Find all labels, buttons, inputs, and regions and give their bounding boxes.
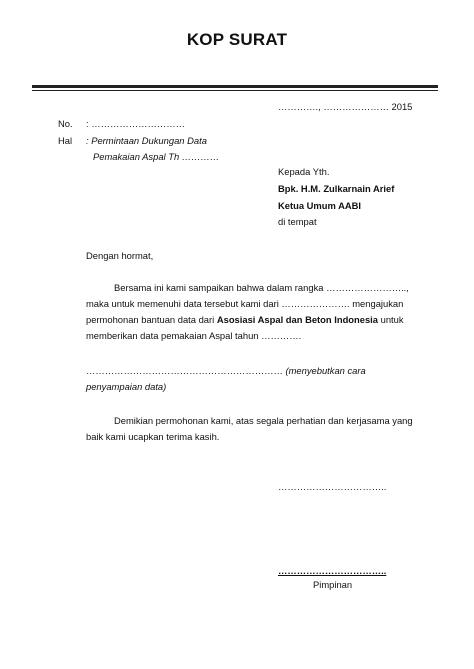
number-label: No. [58, 118, 73, 129]
subject-line-2: Pemakaian Aspal Th ………… [93, 151, 220, 162]
signatory-name-placeholder: …………………………….. [278, 565, 387, 576]
organization-name: Asosiasi Aspal dan Beton Indonesia [216, 314, 378, 325]
closing-text: Demikian permohonan kami, atas segala perhatian dan kerjasama yang baik kami ucapkan terima kasih. [86, 415, 413, 442]
recipient-place: di tempat [278, 216, 317, 227]
body2-note: (menyebutkan cara penyampaian data) [86, 365, 366, 392]
letterhead-title: KOP SURAT [186, 30, 288, 49]
subject-line-1: : Permintaan Dukungan Data [86, 135, 207, 146]
greeting: Dengan hormat, [86, 250, 154, 261]
number-value: : ………………………… [86, 118, 185, 129]
body-paragraph-1 [86, 280, 416, 344]
body2-dots: ……………………………………………………… [86, 365, 283, 376]
body1-part1: Bersama ini kami sampaikan bahwa dalam rangka …………………….., [114, 282, 409, 293]
recipient-to: Kepada Yth. [278, 166, 330, 177]
body-paragraph-2 [86, 363, 416, 395]
body1-part3: untuk memberikan data pemakaian Aspal tahun …………. [86, 314, 404, 341]
body1-part2: maka untuk memenuhi data tersebut kami dari …………………. mengajukan permohonan bantuan data dari [86, 298, 404, 325]
recipient-position: Ketua Umum AABI [278, 200, 361, 211]
closing-paragraph [86, 413, 416, 445]
date-line: …………., ………………… 2015 [278, 101, 413, 112]
subject-label: Hal [58, 135, 73, 146]
signatory-title: Pimpinan [313, 579, 353, 590]
signature-dots-top: …………………………….. [278, 481, 387, 492]
letterhead-rule-thick [32, 85, 438, 88]
letterhead-rule-thin [32, 90, 438, 91]
recipient-name: Bpk. H.M. Zulkarnain Arief [278, 183, 395, 194]
